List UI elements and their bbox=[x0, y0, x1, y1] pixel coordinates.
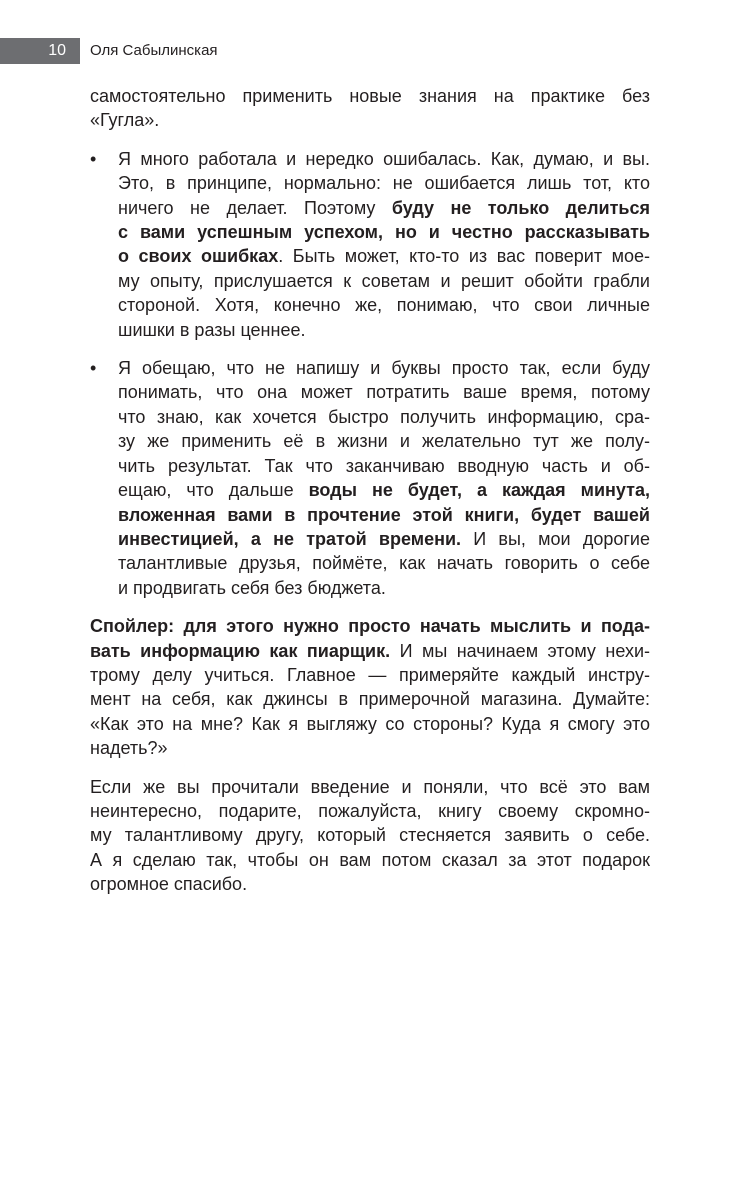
text: неинтересно, подарите, пожалуйста, книгу своему скромно- bbox=[90, 800, 650, 821]
text-line bbox=[118, 147, 650, 171]
text: ничего не делает. Поэтому bbox=[118, 197, 392, 218]
page-body bbox=[90, 84, 650, 911]
text-line bbox=[118, 478, 650, 502]
text-line bbox=[118, 380, 650, 404]
text: зу же применить её в жизни и желательно тут же полу- bbox=[118, 431, 650, 452]
text: чить результат. Так что заканчиваю вводную часть и об- bbox=[118, 455, 650, 476]
text: «Как это на мне? Как я выгляжу со стороны? Куда я смогу это bbox=[90, 713, 650, 734]
text-line bbox=[90, 736, 650, 760]
text-line bbox=[90, 663, 650, 687]
bold-text: вать информацию как пиарщик. bbox=[90, 640, 391, 661]
text-line bbox=[90, 639, 650, 663]
text: Если же вы прочитали введение и поняли, что всё это вам bbox=[90, 776, 650, 797]
bold-text: инвестицией, а не тратой времени. bbox=[118, 528, 462, 549]
text-line bbox=[90, 848, 650, 872]
text-line bbox=[118, 503, 650, 527]
text-line bbox=[90, 872, 650, 896]
text-line bbox=[118, 269, 650, 293]
text-line bbox=[118, 429, 650, 453]
text: огромное спасибо. bbox=[90, 874, 248, 895]
text: понимать, что она может потратить ваше время, потому bbox=[118, 382, 650, 403]
page-number-tab bbox=[0, 38, 80, 64]
text: «Гугла». bbox=[90, 110, 160, 131]
text: мент на себя, как джинсы в примерочной магазина. Думайте: bbox=[90, 689, 650, 710]
bold-text: буду не только делиться bbox=[391, 197, 650, 218]
bullet-icon: • bbox=[90, 148, 97, 169]
bold-text: о своих ошибках bbox=[118, 246, 279, 267]
text: шишки в разы ценнее. bbox=[118, 319, 306, 340]
bold-text: воды не будет, а каждая минута, bbox=[308, 480, 650, 501]
text: Это, в принципе, нормально: не ошибается лишь тот, кто bbox=[118, 173, 650, 194]
bold-text: с вами успешным успехом, но и честно рассказывать bbox=[118, 222, 650, 243]
text-line bbox=[90, 108, 650, 132]
text: му опыту, прислушается к советам и решит обойти грабли bbox=[118, 270, 650, 291]
text: Я обещаю, что не напишу и буквы просто так, если буду bbox=[118, 358, 650, 379]
text-line bbox=[118, 220, 650, 244]
text: И мы начинаем этому нехи- bbox=[390, 640, 650, 661]
text-line bbox=[118, 405, 650, 429]
text-line bbox=[90, 799, 650, 823]
text-line bbox=[118, 454, 650, 478]
text-line bbox=[118, 551, 650, 575]
text: Я много работала и нередко ошибалась. Как, думаю, и вы. bbox=[118, 148, 650, 169]
text-line bbox=[90, 84, 650, 108]
bold-text: вложенная вами в прочтение этой книги, будет вашей bbox=[118, 504, 650, 525]
text-line bbox=[118, 527, 650, 551]
page-number: 10 bbox=[48, 42, 66, 59]
text-line bbox=[90, 775, 650, 799]
text-line bbox=[90, 687, 650, 711]
running-header-author: Оля Сабылинская bbox=[90, 42, 218, 59]
text: ещаю, что дальше bbox=[118, 480, 309, 501]
text-line bbox=[118, 171, 650, 195]
text: и продвигать себя без бюджета. bbox=[118, 577, 386, 598]
bullet-item bbox=[90, 356, 650, 600]
text-line bbox=[118, 244, 650, 268]
paragraph bbox=[90, 614, 650, 760]
text-line bbox=[90, 614, 650, 638]
text: му талантливому другу, который стесняется заявить о себе. bbox=[90, 825, 650, 846]
text: талантливые друзья, поймёте, как начать говорить о себе bbox=[118, 553, 650, 574]
text: трому делу учиться. Главное — примеряйте каждый инстру- bbox=[90, 664, 650, 685]
text: И вы, мои дорогие bbox=[461, 528, 651, 549]
text-line bbox=[118, 576, 650, 600]
bold-text: Спойлер: для этого нужно просто начать мыслить и пода- bbox=[90, 616, 650, 637]
text-line bbox=[118, 356, 650, 380]
bullet-item bbox=[90, 147, 650, 342]
text-line bbox=[118, 196, 650, 220]
text: стороной. Хотя, конечно же, понимаю, что свои личные bbox=[118, 295, 650, 316]
text-line bbox=[118, 318, 650, 342]
text-line bbox=[118, 293, 650, 317]
text: А я сделаю так, чтобы он вам потом сказал за этот подарок bbox=[90, 849, 650, 870]
text: . Быть может, кто-то из вас поверит мое- bbox=[278, 246, 650, 267]
text-line bbox=[90, 712, 650, 736]
paragraph bbox=[90, 775, 650, 897]
text-line bbox=[90, 823, 650, 847]
paragraph bbox=[90, 84, 650, 133]
text: самостоятельно применить новые знания на практике без bbox=[90, 86, 650, 106]
text: надеть?» bbox=[90, 738, 168, 759]
bullet-icon: • bbox=[90, 358, 97, 379]
text: что знаю, как хочется быстро получить информацию, сра- bbox=[118, 406, 650, 427]
